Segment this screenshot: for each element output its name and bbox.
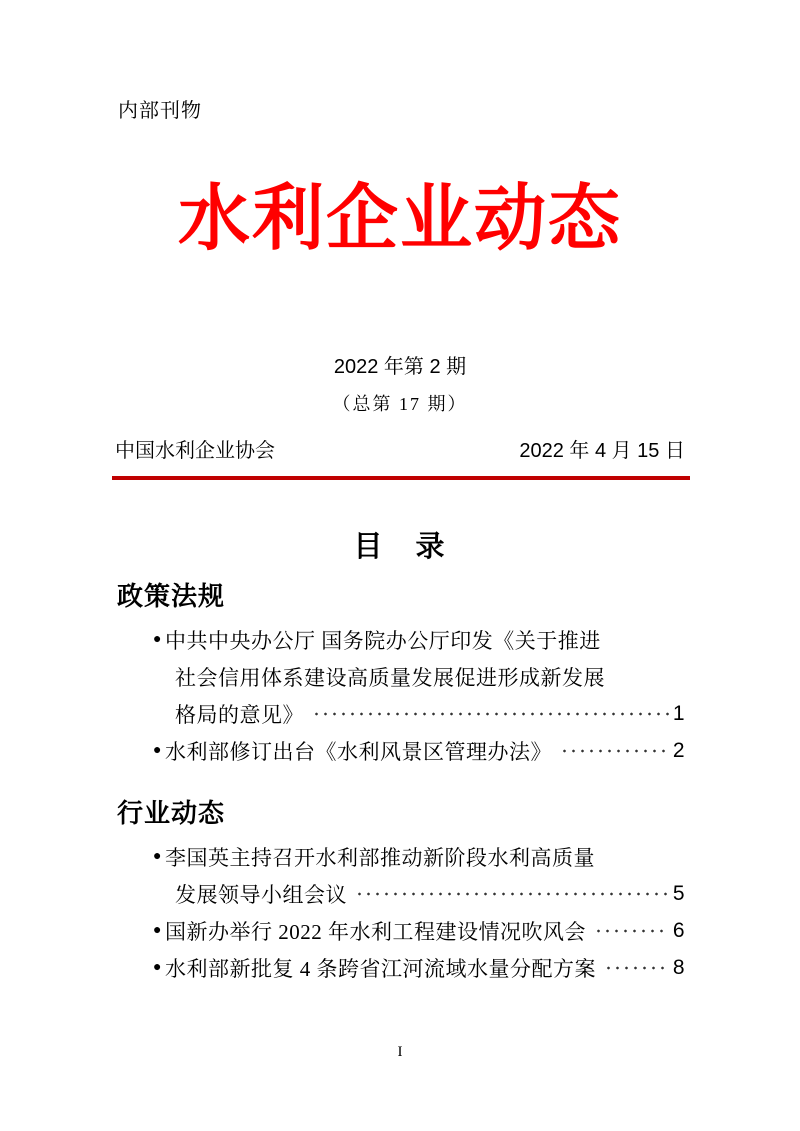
- bullet-icon: ●: [153, 631, 162, 647]
- toc-entry-text: 李国英主持召开水利部推动新阶段水利高质量: [164, 845, 595, 870]
- toc-entry-text: 国新办举行 2022 年水利工程建设情况吹风会: [164, 919, 586, 944]
- issue-total-number: （总第 17 期）: [332, 394, 468, 414]
- toc-entry-text: 发展领导小组会议: [175, 882, 347, 907]
- toc-entry-line: [115, 732, 685, 769]
- bullet-icon: ●: [153, 922, 162, 938]
- toc-section-policy: [115, 576, 685, 769]
- bullet-icon: ●: [153, 959, 162, 975]
- organization-name: 中国水利企业协会: [115, 440, 275, 462]
- section-heading-policy: 政策法规: [117, 581, 226, 611]
- toc-item: [115, 949, 685, 986]
- toc-entry-line: [115, 875, 685, 912]
- table-of-contents: [115, 576, 685, 986]
- toc-page-number: 1: [672, 701, 685, 725]
- page-number-footer: I: [397, 1044, 403, 1060]
- toc-item: [115, 912, 685, 949]
- toc-entry-line: [115, 912, 685, 949]
- toc-entry-line: [115, 949, 685, 986]
- toc-title: 目 录: [353, 531, 447, 563]
- dot-leader: [355, 889, 669, 899]
- toc-entry-text: 水利部新批复 4 条跨省江河流域水量分配方案: [164, 956, 596, 981]
- section-heading-industry: 行业动态: [117, 798, 226, 828]
- masthead-row: [115, 434, 685, 463]
- toc-page-number: 5: [672, 881, 685, 905]
- toc-item: [115, 732, 685, 769]
- toc-item: [115, 621, 685, 732]
- dot-leader: [560, 746, 669, 756]
- toc-entry-text: 社会信用体系建设高质量发展促进形成新发展: [175, 665, 605, 690]
- toc-page-number: 6: [672, 918, 685, 942]
- toc-entry-line: [115, 621, 685, 658]
- toc-page-number: 8: [672, 955, 685, 979]
- dot-leader: [312, 709, 669, 719]
- toc-entry-text: 中共中央办公厅 国务院办公厅印发《关于推进: [164, 628, 601, 653]
- toc-item: [115, 838, 685, 912]
- toc-entry-line: [115, 658, 685, 695]
- dot-leader: [604, 963, 669, 973]
- issue-number: 2022 年第 2 期: [333, 356, 467, 378]
- bullet-icon: ●: [153, 742, 162, 758]
- toc-entry-text: 格局的意见》: [175, 702, 304, 727]
- toc-entry-line: [115, 695, 685, 732]
- publication-title: 水利企业动态: [177, 175, 622, 260]
- divider-rule: [112, 476, 690, 480]
- toc-section-industry: [115, 793, 685, 986]
- dot-leader: [594, 926, 669, 936]
- bullet-icon: ●: [153, 848, 162, 864]
- publication-date: 2022 年 4 月 15 日: [519, 440, 685, 462]
- toc-entry-line: [115, 838, 685, 875]
- publication-type-label: 内部刊物: [118, 100, 202, 122]
- toc-entry-text: 水利部修订出台《水利风景区管理办法》: [164, 739, 552, 764]
- toc-page-number: 2: [672, 738, 685, 762]
